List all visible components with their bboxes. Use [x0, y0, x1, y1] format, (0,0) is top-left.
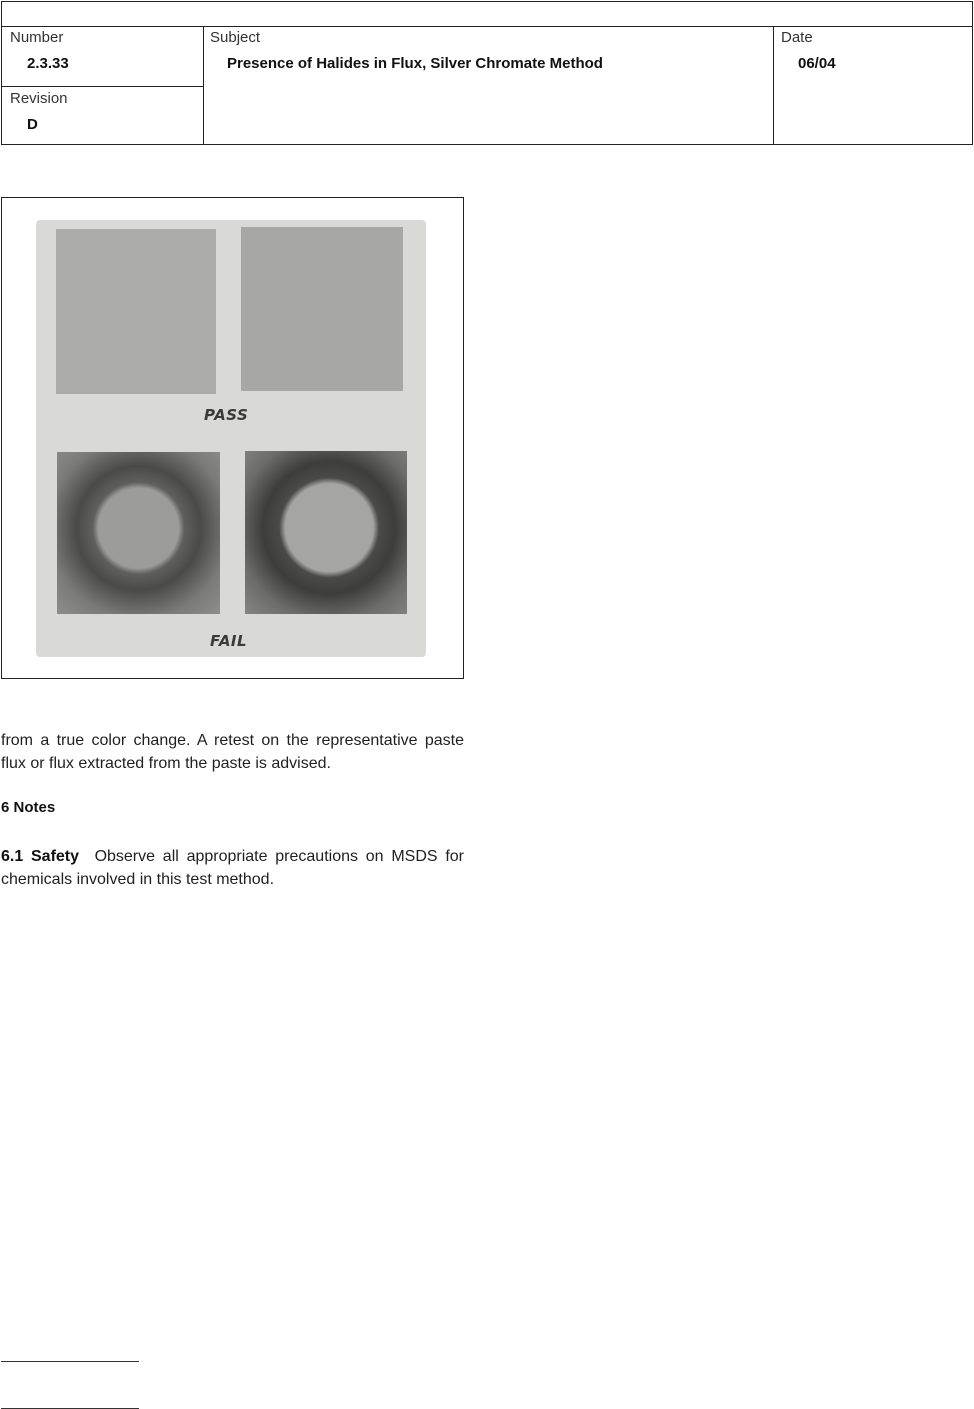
fail-sample-2 — [245, 451, 407, 614]
subject-value: Presence of Halides in Flux, Silver Chromate Method — [227, 55, 603, 72]
header-row-divider — [2, 86, 203, 87]
pass-fail-figure — [1, 197, 464, 679]
revision-label: Revision — [10, 90, 68, 107]
header-divider-2 — [773, 26, 774, 144]
safety-paragraph — [1, 845, 464, 891]
pass-label: PASS — [204, 406, 249, 424]
number-label: Number — [10, 29, 64, 46]
pass-sample-2 — [241, 227, 403, 391]
pass-sample-1 — [56, 229, 216, 394]
test-result-photo — [36, 220, 426, 657]
header-top-strip — [2, 2, 972, 27]
continuation-paragraph: from a true color change. A retest on the representative paste flux or flux extracted from the paste is advised. — [1, 732, 464, 772]
fail-label: FAIL — [210, 632, 248, 650]
safety-lead: 6.1 Safety — [1, 848, 80, 865]
footnote-rule-1 — [1, 1361, 139, 1362]
header-divider-1 — [203, 26, 204, 144]
safety-text: Observe all appropriate precautions on MSDS for chemicals involved in this test method. — [1, 848, 464, 888]
document-header-table — [1, 1, 973, 145]
number-value: 2.3.33 — [27, 55, 69, 72]
fail-sample-1 — [57, 452, 220, 614]
date-label: Date — [781, 29, 813, 46]
revision-value: D — [27, 116, 38, 133]
subject-label: Subject — [210, 29, 261, 46]
section-heading-notes: 6 Notes — [1, 799, 56, 816]
date-value: 06/04 — [798, 55, 836, 72]
